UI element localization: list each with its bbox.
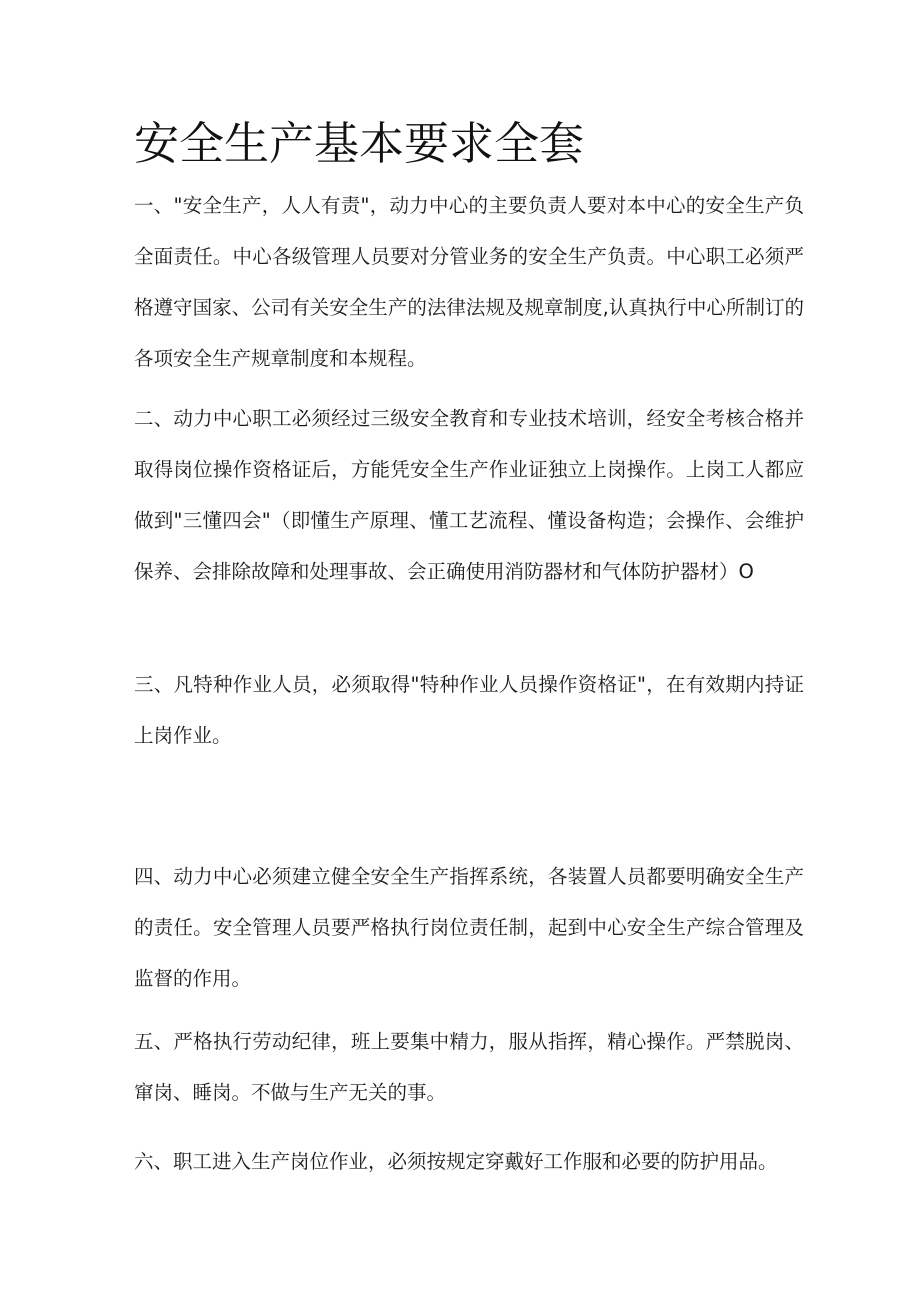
paragraph-5: 五、严格执行劳动纪律，班上要集中精力，服从指挥，精心操作。严禁脱岗、窜岗、睡岗。不做与生产无关的事。 (134, 1030, 804, 1104)
paragraph-2: 二、动力中心职工必须经过三级安全教育和专业技术培训，经安全考核合格并取得岗位操作资格证后，方能凭安全生产作业证独立上岗操作。上岗工人都应做到"三懂四会"（即懂生产原理、懂工艺流程、懂设备构造；会操作、会维护保养、会排除故障和处理事故、会正确使用消防器材和气体防护器材）O (134, 407, 804, 583)
paragraph-6: 六、职工进入生产岗位作业，必须按规定穿戴好工作服和必要的防护用品。 (134, 1150, 778, 1173)
document-title: 安全生产基本要求全套 (134, 117, 585, 170)
paragraph-4: 四、动力中心必须建立健全安全生产指挥系统，各装置人员都要明确安全生产的责任。安全管理人员要严格执行岗位责任制，起到中心安全生产综合管理及监督的作用。 (134, 865, 804, 990)
paragraph-1: 一、"安全生产，人人有责"，动力中心的主要负责人要对本中心的安全生产负全面责任。中心各级管理人员要对分管业务的安全生产负责。中心职工必须严格遵守国家、公司有关安全生产的法律法规及规章制度,认真执行中心所制订的各项安全生产规章制度和本规程。 (134, 194, 804, 370)
paragraph-3: 三、凡特种作业人员，必须取得"特种作业人员操作资格证"，在有效期内持证上岗作业。 (134, 673, 804, 747)
